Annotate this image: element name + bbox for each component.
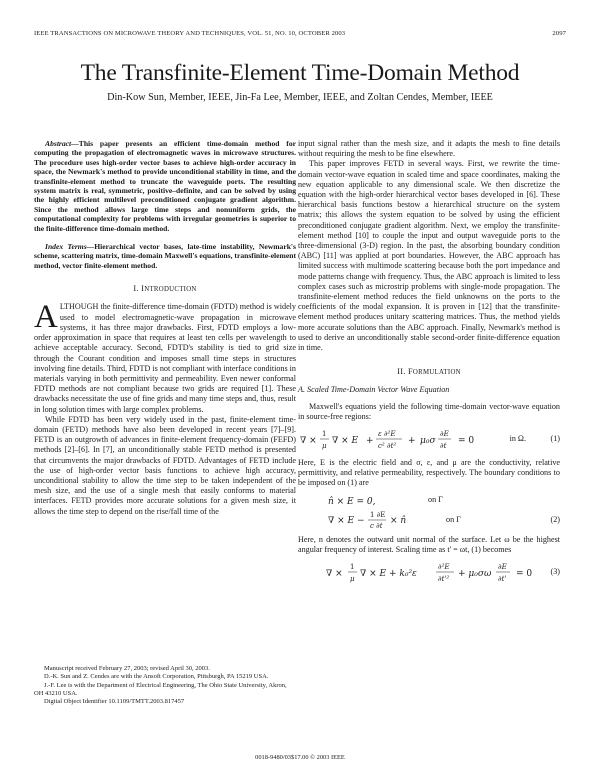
svg-text:× n̂: × n̂ bbox=[390, 515, 407, 526]
svg-text:+: + bbox=[366, 436, 374, 447]
svg-text:μ₀σ: μ₀σ bbox=[420, 436, 436, 447]
index-terms-label: Index Terms— bbox=[45, 242, 95, 252]
right-column bbox=[298, 139, 560, 591]
equation-2-number: (2) bbox=[550, 514, 560, 524]
svg-text:∂²E: ∂²E bbox=[438, 563, 450, 572]
equation-1-condition: in Ω. bbox=[509, 434, 526, 444]
footnotes bbox=[34, 665, 296, 706]
svg-text:∇ × E: ∇ × E bbox=[332, 436, 359, 447]
svg-text:ε ∂²E: ε ∂²E bbox=[378, 430, 396, 439]
footnote-doi: Digital Object Identifier 10.1109/TMTT.2003.817457 bbox=[44, 698, 185, 706]
subsection-heading-a: A. Scaled Time-Domain Vector Wave Equation bbox=[298, 385, 450, 395]
equation-1-number: (1) bbox=[550, 434, 560, 444]
svg-text:∇ ×: ∇ × bbox=[300, 436, 317, 447]
running-header bbox=[34, 30, 566, 37]
abstract-label: Abstract— bbox=[45, 139, 79, 148]
formulation-paragraph-2: Here, E is the electric field and σ, ε, and μ are the conductivity, relative permittivity, and relative permeability, respectively. The boundary conditions to be imposed on (1) are bbox=[298, 458, 560, 488]
svg-text:n̂ × E = 0,: n̂ × E = 0, bbox=[328, 496, 376, 507]
author-list bbox=[0, 92, 600, 103]
equation-1-graphic bbox=[298, 426, 488, 454]
abstract-text: This paper presents an efficient time-domain method for computing the propagation of electromagnetic waves in microwave structures. The procedure uses high-order vector bases to achieve high-order accuracy in space, the Newmark's method to provide unconditional stability in time, and the transfinite-element method to truncate the waveguide ports. The resulting system matrix is real, symmetric, positive–definite, and can be solved by using the highly efficient multilevel preconditioned conjugate gradient algorithm. Since the method allows large time steps and nonuniform grids, the computational complexity for problems with irregular geometries is superior to the finite-difference time-domain method. bbox=[34, 139, 296, 233]
intro-paragraph-1: ALTHOUGH the finite-difference time-domain (FDTD) method is widely used to model electromagnetic-wave propagation in microwave systems, it has three major drawbacks. First, FDTD employs a low-order approximation in space that requires at least ten cells per wavelength to achieve acceptable accuracy. Second, FDTD's stability is tied to grid size through the Courant condition and imposes small time steps in structures involving fine details. Third, FDTD is not compliant with interface conditions in materials varying in both permittivity and permeability. Even newer conformal FDTD methods are not compliant because two grids are required [1]. These drawbacks necessitate the use of fine grids and many time steps and, thus, result in long solution times with large complex problems. bbox=[34, 299, 296, 414]
svg-text:∂E: ∂E bbox=[440, 430, 449, 439]
equation-1 bbox=[298, 426, 560, 454]
intro-paragraph-2: While FDTD has been very widely used in the past, finite-element time-domain (FETD) methods have also been developed in recent years [7]–[9]. FETD is an outgrowth of advances in finite-element frequency-domain (FEFD) methods [2]–[6]. In [7], an unconditionally stable FETD method is presented that circumvents the major drawbacks of FDTD. Advantages of FETD include the use of high-order vector basis functions to achieve high accuracy, unconditional stability to allow the time step to be taken independent of the mesh size, and the use of a single mesh that easily conforms to material interfaces. FETD provides more accurate solutions for a given mesh size, it allows the time step to depend on the rise/fall time of the bbox=[34, 414, 296, 516]
intro-paragraph-3: This paper improves FETD in several ways. First, we rewrite the time-domain vector-wave equation in scaled time and space coordinates, making the new equation applicable to any dimensional scale. We then discretize the equation with the high-order hierarchical vector bases developed in [6]. These hierarchical basis functions bestow a hierarchical structure on the system matrix; this allows the system equation to be solved by using the efficient preconditioned conjugate gradient algorithm. Next, we employ the transfinite-element method [10] to couple the input and output waveguide ports to the three-dimensional (3-D) region. In the past, the absorbing boundary condition (ABC) [11] was applied at port boundaries. However, the ABC approach has limited success with multimode scattering because both the port impedance and mode patterns change with frequency. Thus, the ABC approach is limited to less complex cases such as microstrip problems with single-mode propagation. The transfinite-element method reduces the field unknowns on the ports to the coefficients of the modal expansion. It is proven in [12] that the transfinite-element method produces unitary scattering matrices. Thus, the method yields more accurate solutions than the ABC approach. Finally, Newmark's method is used to derive an unconditionally stable second-order finite-difference equation in time. bbox=[298, 159, 560, 353]
svg-text:1 ∂E: 1 ∂E bbox=[370, 510, 386, 519]
svg-text:μ: μ bbox=[350, 575, 355, 584]
svg-text:= 0: = 0 bbox=[458, 436, 475, 447]
svg-text:c² ∂t²: c² ∂t² bbox=[378, 442, 397, 451]
page-number: 2097 bbox=[552, 30, 566, 37]
svg-text:∇ × E + k₀²ε: ∇ × E + k₀²ε bbox=[360, 569, 417, 580]
svg-text:∂t: ∂t bbox=[440, 442, 447, 451]
svg-text:∇ ×: ∇ × bbox=[326, 569, 343, 580]
section-heading-formulation: II. FORMULATION bbox=[397, 367, 461, 377]
footnote-received: Manuscript received February 27, 2003; revised April 30, 2003. bbox=[44, 665, 210, 672]
equation-2 bbox=[298, 493, 560, 531]
svg-text:∇ × E −: ∇ × E − bbox=[328, 515, 365, 526]
svg-text:+ μ₀σω: + μ₀σω bbox=[458, 569, 492, 580]
equation-3-number: (3) bbox=[550, 567, 560, 577]
footnote-affiliation-2: J.-F. Lee is with the Department of Electrical Engineering, The Ohio State University, Akron, OH 43210 USA. bbox=[34, 681, 287, 697]
svg-text:1: 1 bbox=[322, 430, 327, 439]
svg-text:∂t'²: ∂t'² bbox=[438, 575, 450, 584]
drop-cap: A bbox=[34, 299, 58, 336]
intro-paragraph-continued: input signal rather than the mesh size, and it adapts the mesh to fine details without requiring the mesh to be fine elsewhere. bbox=[298, 139, 560, 159]
svg-text:∂E: ∂E bbox=[498, 563, 507, 572]
formulation-paragraph-1: Maxwell's equations yield the following time-domain vector-wave equation in source-free regions: bbox=[298, 401, 560, 421]
equation-3-graphic bbox=[298, 559, 538, 587]
authors-text: Din-Kow Sun, Member, IEEE, Jin-Fa Lee, Member, IEEE, and Zoltan Cendes, Member, IEEE bbox=[107, 92, 493, 103]
equation-2a-condition: on Γ bbox=[428, 494, 443, 504]
svg-text:c ∂t: c ∂t bbox=[370, 521, 383, 530]
index-terms bbox=[34, 242, 296, 270]
index-terms-text: Hierarchical vector bases, late-time instability, Newmark's scheme, scattering matrix, time-domain Maxwell's equations, transfinite-element method, vector finite-element method. bbox=[34, 242, 296, 270]
footnote-affiliation-1: D.-K. Sun and Z. Cendes are with the Ansoft Corporation, Pittsburgh, PA 15219 USA. bbox=[44, 673, 269, 681]
section-heading-introduction: I. INTRODUCTION bbox=[133, 284, 197, 294]
journal-name: IEEE TRANSACTIONS ON MICROWAVE THEORY AND TECHNIQUES, VOL. 51, NO. 10, OCTOBER 2003 bbox=[34, 30, 346, 37]
left-column bbox=[34, 139, 296, 517]
svg-text:+: + bbox=[408, 436, 416, 447]
equation-2b-condition: on Γ bbox=[446, 514, 461, 524]
abstract bbox=[34, 139, 296, 233]
svg-text:1: 1 bbox=[350, 563, 355, 572]
svg-text:= 0: = 0 bbox=[516, 569, 533, 580]
svg-text:μ: μ bbox=[322, 442, 327, 451]
copyright-line: 0018-9480/03$17.00 © 2003 IEEE bbox=[255, 754, 345, 761]
formulation-paragraph-3: Here, n denotes the outward unit normal of the surface. Let ω be the highest angular frequency of interest. Scaling time as t' = ωt, (1) becomes bbox=[298, 534, 560, 554]
svg-text:∂t': ∂t' bbox=[498, 575, 507, 584]
equation-3 bbox=[298, 559, 560, 587]
paper-title: The Transfinite-Element Time-Domain Method bbox=[80, 60, 520, 86]
